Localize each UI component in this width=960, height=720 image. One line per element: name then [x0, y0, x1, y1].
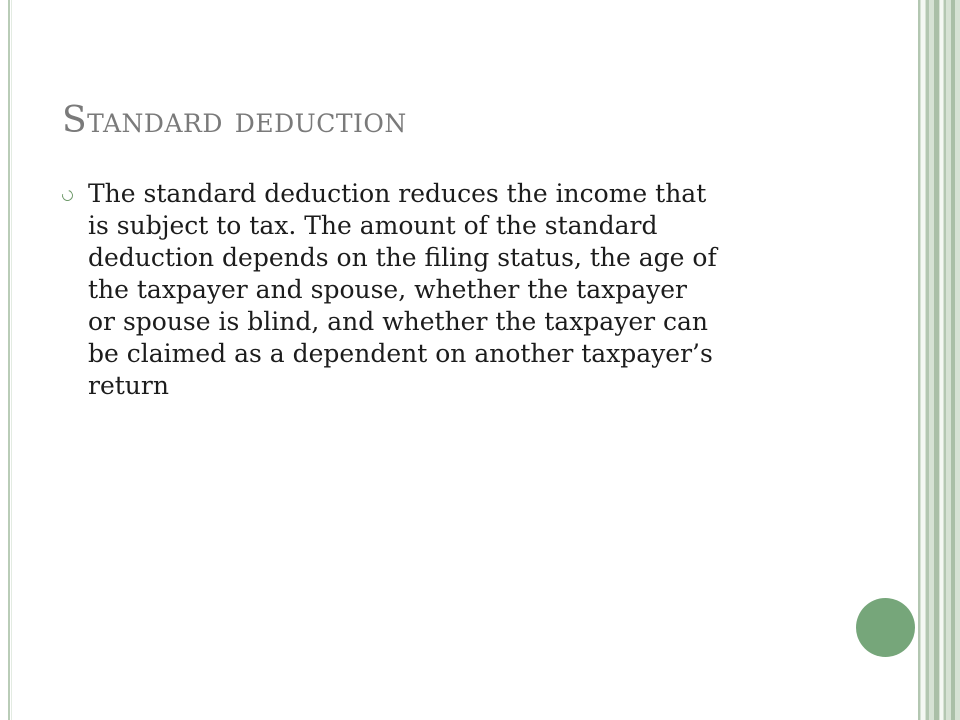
left-frame-line	[8, 0, 10, 720]
right-stripe-gap	[921, 0, 925, 720]
right-stripe	[918, 0, 920, 720]
right-stripe	[934, 0, 939, 720]
bullet-item	[62, 178, 822, 402]
green-circle-icon	[856, 598, 915, 657]
bullet-text: The standard deduction reduces the income that is subject to tax. The amount of the standard deduction depends on the filing status, the age of the taxpayer and spouse, whether the taxpayer or spouse is blind, and whether the taxpayer can be claimed as a dependent on another taxpayer’s return	[88, 179, 717, 400]
right-stripe	[944, 0, 946, 720]
right-stripe	[951, 0, 955, 720]
right-stripe-gap	[940, 0, 943, 720]
left-frame-inner-line	[11, 0, 12, 720]
right-stripe	[926, 0, 929, 720]
circle-bullet-icon	[60, 188, 75, 203]
slide-title: Standard deduction	[62, 100, 407, 141]
bullet-list	[62, 178, 822, 402]
